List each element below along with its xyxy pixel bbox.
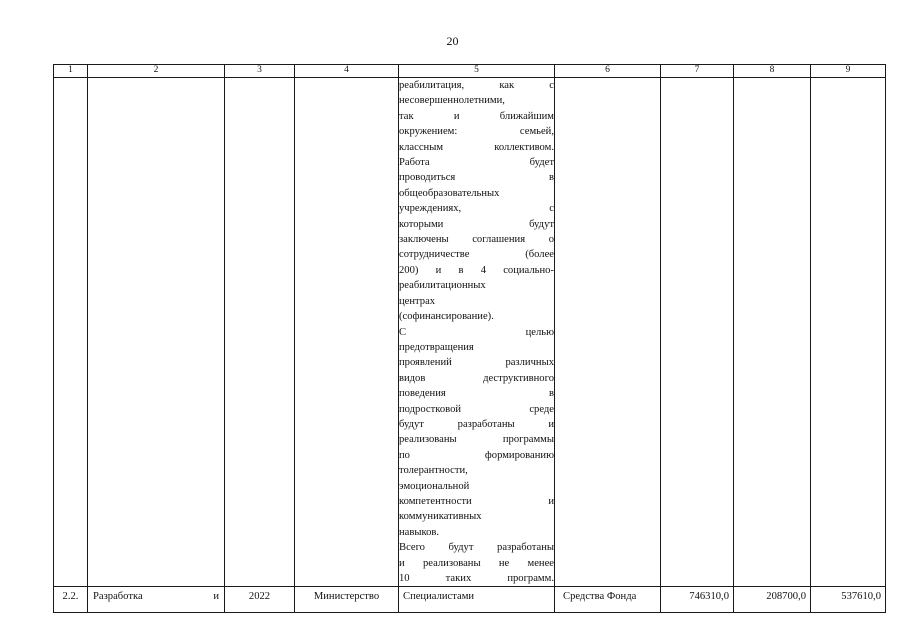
description-line: классным коллективом.: [399, 141, 554, 153]
activity-name: [88, 587, 225, 613]
description-line: поведения в: [399, 388, 554, 400]
description-line: так и ближайшим: [399, 110, 554, 122]
description-line: подростковой среде: [399, 403, 554, 415]
description-line: 10 таких программ.: [399, 573, 554, 584]
description-line: компетентности и: [399, 495, 554, 507]
table-row: [54, 587, 886, 613]
description-cell: [399, 78, 555, 587]
description-line: видов деструктивного: [399, 372, 554, 384]
description-line: коммуникативных: [399, 511, 482, 523]
executor-cell: Министерство: [295, 587, 399, 613]
description-line: будут разработаны и: [399, 418, 554, 430]
continued-row: [54, 78, 886, 587]
description-line: заключены соглашения о: [399, 234, 554, 246]
description-line: которыми будут: [399, 218, 554, 230]
table-cell: [225, 78, 295, 587]
description-line: несовершеннолетними,: [399, 95, 505, 107]
column-header: 7: [661, 65, 734, 78]
column-header: 1: [54, 65, 88, 78]
description-line: предотвращения: [399, 341, 474, 353]
table-cell: [555, 78, 661, 587]
description-line: 200) и в 4 социально-: [399, 264, 554, 276]
description-line: общеобразовательных: [399, 187, 500, 199]
amount-cell: 208700,0: [734, 587, 811, 613]
column-header: 6: [555, 65, 661, 78]
description-line: (софинансирование).: [399, 311, 494, 323]
content-cell: Специалистами: [399, 587, 555, 613]
column-header: 9: [811, 65, 886, 78]
activity-name-conj: и: [213, 591, 219, 603]
description-line: по формированию: [399, 449, 554, 461]
column-header: 3: [225, 65, 295, 78]
table-cell: [295, 78, 399, 587]
description-line: реабилитация, как с: [399, 80, 554, 91]
column-header: 5: [399, 65, 555, 78]
description-line: учреждениях, с: [399, 203, 554, 215]
description-line: проявлений различных: [399, 357, 554, 369]
description-line: сотрудничестве (более: [399, 249, 554, 261]
table-cell: [88, 78, 225, 587]
description-line: и реализованы не менее: [399, 557, 554, 569]
description-line: реабилитационных: [399, 280, 486, 292]
column-header: 2: [88, 65, 225, 78]
page-number: 20: [446, 34, 459, 48]
description-line: реализованы программы: [399, 434, 554, 446]
description-line: навыков.: [399, 526, 440, 538]
description-line: Всего будут разработаны: [399, 542, 554, 554]
description-line: Работа будет: [399, 157, 554, 169]
description-line: центрах: [399, 295, 436, 307]
description-line: толерантности,: [399, 465, 468, 477]
activities-table: [53, 64, 886, 613]
table-cell: [734, 78, 811, 587]
activity-name-word: Разработка: [93, 591, 143, 603]
table-cell: [811, 78, 886, 587]
row-number: 2.2.: [54, 587, 88, 613]
total-amount-cell: 746310,0: [661, 587, 734, 613]
description-line: эмоциональной: [399, 480, 470, 492]
funding-source-cell: Средства Фонда: [555, 587, 661, 613]
description-line: окружением: семьей,: [399, 126, 554, 138]
description-line: проводиться в: [399, 172, 554, 184]
table-cell: [661, 78, 734, 587]
column-header: 4: [295, 65, 399, 78]
table-cell: [54, 78, 88, 587]
column-header: 8: [734, 65, 811, 78]
column-number-header-row: [54, 65, 886, 78]
year-cell: 2022: [225, 587, 295, 613]
description-line: С целью: [399, 326, 554, 338]
amount-cell: 537610,0: [811, 587, 886, 613]
